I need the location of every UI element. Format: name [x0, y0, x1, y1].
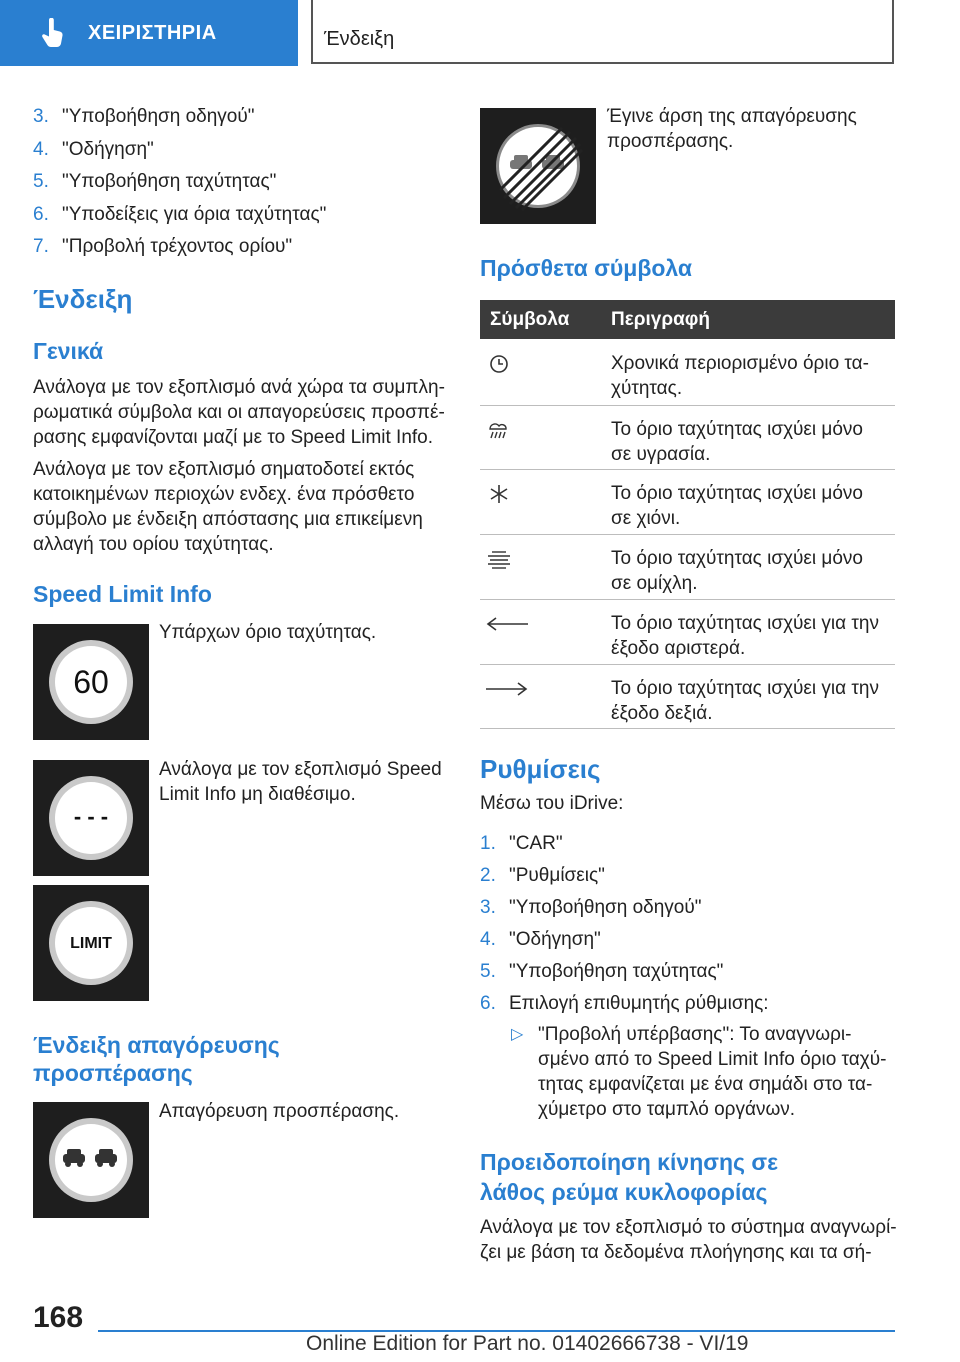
- list-item: "Προβολή τρέχοντος ορίου": [62, 236, 293, 257]
- list-item: "Υποβοήθηση ταχύτητας": [62, 171, 277, 192]
- speed-limit-limit-sign-image: [33, 885, 149, 1001]
- section-title-box: [311, 0, 894, 64]
- list-item: "Υποβοήθηση ταχύτητας": [509, 961, 724, 982]
- list-item: "Υποδείξεις για όρια ταχύτητας": [62, 204, 327, 225]
- table-row: [480, 405, 895, 470]
- list-number: 7.: [33, 236, 49, 257]
- list-number: 6.: [33, 204, 49, 225]
- sub-bullet-line: χύμετρο στο ταμπλό οργάνων.: [538, 1099, 796, 1120]
- list-number: 4.: [33, 139, 49, 160]
- heading-wrong-way: λάθος ρεύμα κυκλοφορίας: [480, 1179, 768, 1205]
- heading-display: Ένδειξη: [33, 284, 133, 314]
- list-item: Επιλογή επιθυμητής ρύθμισης:: [509, 993, 769, 1014]
- list-number: 6.: [480, 993, 496, 1014]
- sub-bullet-line: σμένο από το Speed Limit Info όριο ταχύ-: [538, 1049, 887, 1070]
- desc-line: Το όριο ταχύτητας ισχύει μόνο: [611, 419, 863, 440]
- desc-line: έξοδο δεξιά.: [611, 703, 713, 724]
- table-cell-description: [611, 546, 891, 596]
- table-row: [480, 664, 895, 729]
- sign-caption: Ανάλογα με τον εξοπλισμό Speed: [159, 759, 442, 780]
- list-number: 5.: [480, 961, 496, 982]
- paragraph-line: Ανάλογα με τον εξοπλισμό το σύστημα αναγνωρί-: [480, 1217, 897, 1238]
- section-title: Ένδειξη: [324, 28, 395, 50]
- paragraph-line: Ανάλογα με τον εξοπλισμό ανά χώρα τα συμπλη-: [33, 377, 445, 398]
- heading-settings: Ρυθμίσεις: [480, 754, 601, 784]
- table-cell-description: [611, 676, 891, 726]
- col-header-description: Περιγραφή: [611, 309, 710, 330]
- table-cell-description: [611, 611, 891, 661]
- chapter-tab-label: ΧΕΙΡΙΣΤΗΡΙΑ: [88, 21, 217, 44]
- end-no-overtaking-sign-image: [480, 108, 596, 224]
- paragraph-line: αλλαγή του ορίου ταχύτητας.: [33, 534, 274, 555]
- table-row: [480, 599, 895, 665]
- col-header-symbol: Σύμβολα: [490, 309, 570, 330]
- arrow-left-icon: [484, 613, 530, 635]
- edition-text: Online Edition for Part no. 01402666738 - VI/19: [306, 1332, 749, 1355]
- paragraph-line: Ανάλογα με τον εξοπλισμό σηματοδοτεί εκτός: [33, 459, 415, 480]
- speed-limit-unavailable-sign-image: [33, 760, 149, 876]
- sign-dashes-text: - - -: [73, 804, 109, 829]
- table-row: [480, 339, 895, 406]
- list-number: 4.: [480, 929, 496, 950]
- fog-icon: [484, 548, 514, 570]
- sign-caption: προσπέρασης.: [607, 131, 734, 152]
- paragraph-line: ζει με βάση τα δεδομένα πλοήγησης και τα σή-: [480, 1242, 872, 1263]
- sign-caption: Limit Info μη διαθέσιμο.: [159, 784, 356, 805]
- table-row: [480, 534, 895, 600]
- list-item: "Οδήγηση": [509, 929, 601, 950]
- desc-line: Χρονικά περιορισμένο όριο τα-: [611, 353, 869, 374]
- desc-line: σε ομίχλη.: [611, 573, 698, 594]
- paragraph-line: κατοικημένων περιοχών ενδεχ. ένα πρόσθετο: [33, 484, 415, 505]
- list-number: 5.: [33, 171, 49, 192]
- desc-line: Το όριο ταχύτητας ισχύει για την: [611, 613, 879, 634]
- desc-line: έξοδο αριστερά.: [611, 638, 746, 659]
- paragraph-line: ρωματικά σύμβολα και οι απαγορεύσεις προσπέ-: [33, 402, 445, 423]
- list-number: 3.: [480, 897, 496, 918]
- snowflake-icon: [484, 483, 514, 505]
- heading-additional-symbols: Πρόσθετα σύμβολα: [480, 255, 693, 281]
- paragraph-line: ρασης εμφανίζονται μαζί με το Speed Limit Info.: [33, 427, 434, 448]
- list-item: "CAR": [509, 833, 563, 854]
- via-idrive-text: Μέσω του iDrive:: [480, 793, 624, 814]
- list-item: "Υποβοήθηση οδηγού": [509, 897, 702, 918]
- heading-no-overtaking: προσπέρασης: [33, 1060, 193, 1086]
- sign-60-text: 60: [73, 664, 109, 700]
- desc-line: Το όριο ταχύτητας ισχύει για την: [611, 678, 879, 699]
- heading-no-overtaking: Ένδειξη απαγόρευσης: [33, 1032, 280, 1058]
- sub-bullet-line: τητας εμφανίζεται με ένα σημάδι στο τα-: [538, 1074, 873, 1095]
- paragraph-line: σύμβολο με ένδειξη απόστασης μια επικείμενη: [33, 509, 423, 530]
- sub-bullet-marker: ▷: [511, 1026, 524, 1043]
- table-cell-description: [611, 417, 891, 467]
- table-row: [480, 469, 895, 535]
- desc-line: σε χιόνι.: [611, 508, 681, 529]
- desc-line: χύτητας.: [611, 378, 683, 399]
- sub-bullet-line: "Προβολή υπέρβασης": Το αναγνωρι-: [538, 1024, 852, 1045]
- list-number: 3.: [33, 106, 49, 127]
- heading-wrong-way: Προειδοποίηση κίνησης σε: [480, 1149, 779, 1175]
- chapter-tab[interactable]: [0, 0, 298, 66]
- heading-speed-limit-info: Speed Limit Info: [33, 581, 212, 607]
- symbols-table-header: [480, 300, 895, 339]
- list-item: "Υποβοήθηση οδηγού": [62, 106, 255, 127]
- desc-line: Το όριο ταχύτητας ισχύει μόνο: [611, 483, 863, 504]
- list-number: 2.: [480, 865, 496, 886]
- sign-caption: Έγινε άρση της απαγόρευσης: [607, 106, 857, 127]
- table-cell-description: [611, 481, 891, 531]
- speed-limit-60-sign-image: [33, 624, 149, 740]
- list-number: 1.: [480, 833, 496, 854]
- sign-caption: Απαγόρευση προσπέρασης.: [159, 1101, 400, 1122]
- no-overtaking-sign-image: [33, 1102, 149, 1218]
- arrow-right-icon: [484, 678, 530, 700]
- hand-pointer-icon: [40, 18, 66, 48]
- desc-line: Το όριο ταχύτητας ισχύει μόνο: [611, 548, 863, 569]
- list-item: "Οδήγηση": [62, 139, 154, 160]
- sign-caption: Υπάρχων όριο ταχύτητας.: [159, 622, 377, 643]
- desc-line: σε υγρασία.: [611, 444, 711, 465]
- table-cell-description: [611, 351, 891, 401]
- sign-limit-text: LIMIT: [70, 935, 112, 952]
- page-number: 168: [33, 1301, 84, 1334]
- clock-icon: [484, 353, 514, 375]
- list-item: "Ρυθμίσεις": [509, 865, 605, 886]
- rain-icon: [484, 419, 514, 441]
- heading-general: Γενικά: [33, 338, 104, 364]
